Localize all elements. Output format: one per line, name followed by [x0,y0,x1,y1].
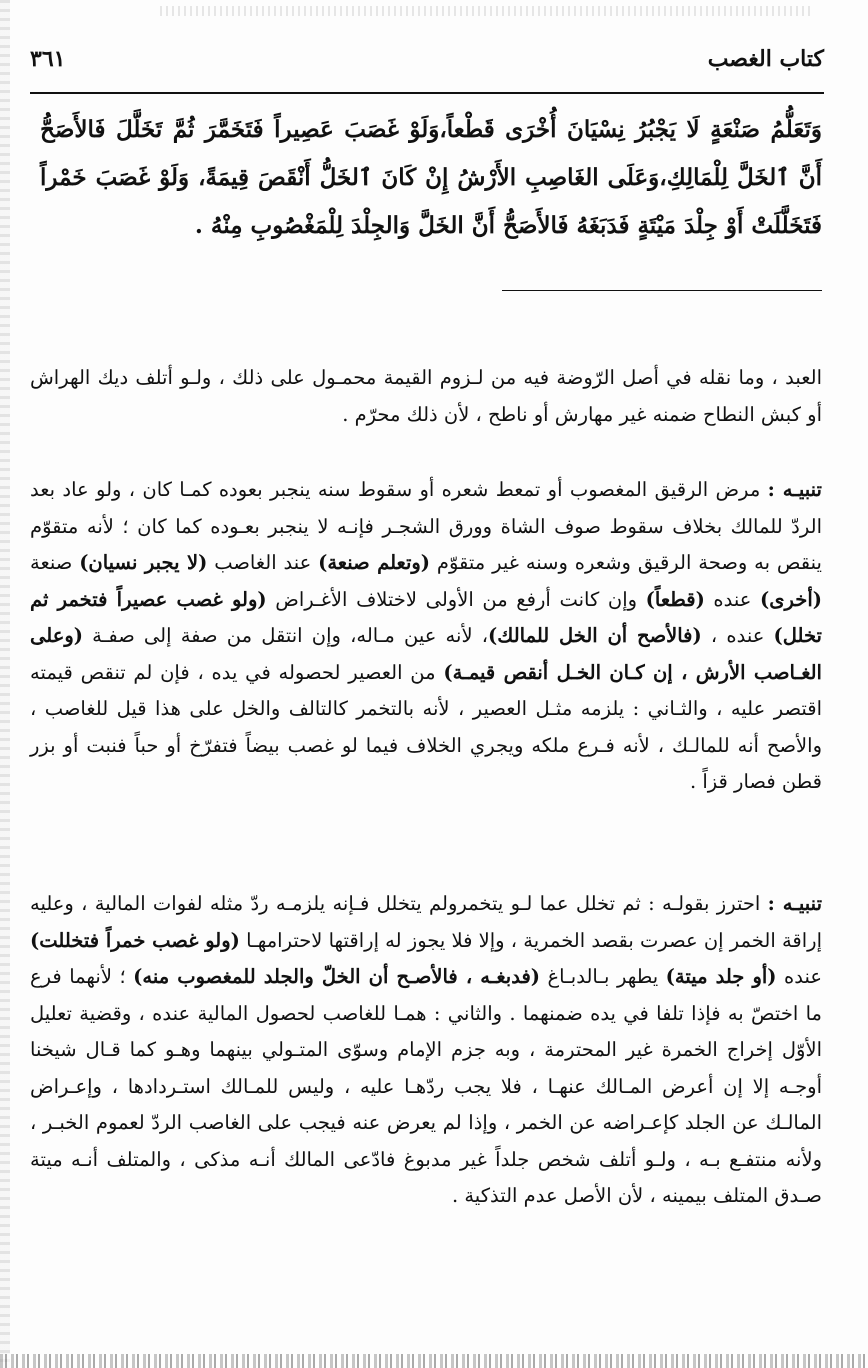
commentary-block-3 [30,886,822,1215]
scan-border-bottom [0,1354,868,1368]
commentary-block-1 [30,360,822,433]
quoted-matn: (أو جلد ميتة) [665,965,777,988]
quoted-matn: (ولو غصب عصيراً فتخمر ثم تخلل) [30,587,822,647]
note-label: تنبيـه : [767,892,822,915]
commentary-text: صنعة [30,551,73,574]
quoted-matn: (ولو غصب خمراً فتخللت) [30,928,240,952]
commentary-text: ؛ لأنهما فرع ما اختصّ به فإذا تلفا في يده ضمنهما . والثاني : همـا للغاصب لحصول المالية عنده ، وقضية تعليل الأوّل إخراج الخمرة غير المحترمة ، وبه جزم الإمام وسوّى المتـولي بينهما وهـو كما قـال شيخنا أوجـه إلا إن أعرض المـالك عنهـا ، فلا يجب ردّهـا عليه ، وليس للمـالك استـردادها ، وإعـراض المالـك عن الجلد كإعـراضه عن الخمر ، وإذا لم يعرض عنه فيجب على الغاصب الردّ لعموم الخبـر ، ولأنه منتفـع بـه ، ولـو أتلف شخص جلداً غير مدبوغ فادّعى المالك أنـه مذكى ، والمتلف أنـه ميتة صـدق المتلف بيمينه ، لأن الأصل عدم التذكية . [30,965,822,1207]
page-header [30,42,824,88]
chapter-title: كتاب الغصب [707,46,824,72]
page-number: ٣٦١ [30,46,66,72]
note-label: تنبيـه : [767,478,822,501]
quoted-matn: (فالأصح أن الخل للمالك) [488,624,702,647]
scan-noise-top [160,6,810,16]
header-rule [30,92,824,94]
main-text [40,106,822,250]
commentary-text: من العصير لحصوله في يده ، فإن لم تنقص قيمته اقتصر عليه ، والثـاني : يلزمه مثـل العصير ، لأنه بالتخمر كالتالف والخل على هذا قيل للغاصب ، والأصح أنه للمالـك ، لأنه فـرع ملكه ويجري الخلاف فيما لو غصب بيضاً فتفرّخ أو حباً فنبت أو بزر قطن فصار قزاً . [30,660,822,793]
commentary-text: احترز بقولـه : ثم تخلل عما لـو يتخمرولم يتخلل فـإنه يلزمـه ردّ مثله لفوات المالية ، وعليه إراقة الخمر إن عصرت بقصد الخمرية ، وإلا فلا يجوز له إراقتها لاحترامهـا [30,892,822,952]
commentary-text: وإن كانت أرفع من الأولى لاختلاف الأغـراض [275,587,638,611]
main-text-paragraph: وَتَعَلُّمُ صَنْعَةٍ لَا يَجْبُرُ نِسْيَانَ أُخْرَى قَطْعاً،وَلَوْ غَصَبَ عَصِيراً فَتَخَمَّرَ ثُمَّ تَخَلَّلَ فَالأَصَحُّ أَنَّ ٱلخَلَّ لِلْمَالِكِ،وَعَلَى الغَاصِبِ الأَرْشُ إِنْ كَانَ ٱلخَلُّ أَنْقَصَ قِيمَةً، وَلَوْ غَصَبَ خَمْراً فَتَخَلَّلَتْ أَوْ جِلْدَ مَيْتَةٍ فَدَبَغَهُ فَالأَصَحُّ أَنَّ الخَلَّ وَالجِلْدَ لِلْمَغْصُوبِ مِنْهُ . [40,116,822,239]
commentary-text: عنده [713,587,752,611]
commentary-paragraph-2 [30,472,822,801]
commentary-text: عنده ، [710,624,765,647]
commentary-text: مرض الرقيق المغصوب أو تمعط شعره أو سقوط سنه ينجبر بعوده كمـا كان ، ولو عاد بعد الردّ للمالك بخلاف سقوط صوف الشاة وورق الشجـر فإنـه لا ينجبر بعـوده كما كان ؛ لأنه متقوّم ينقص به وصحة الرقيق وشعره وسنه غير متقوّم [30,478,822,574]
commentary-text: ، لأنه عين مـاله، وإن انتقل من صفة إلى صفـة [92,624,489,647]
scan-edge-left [0,0,10,1368]
footnote-separator [502,290,822,291]
quoted-matn: (لا يجبر نسيان) [79,551,208,574]
quoted-matn: (وعلى الغـاصب الأرش ، إن كـان الخـل أنقص قيمـة) [30,624,822,684]
commentary-block-2 [30,472,822,801]
quoted-matn: (قطعاً) [645,587,705,611]
quoted-matn: (فدبغـه ، فالأصـح أن الخلّ والجلد للمغصوب منه) [133,965,540,988]
commentary-paragraph-1: العبد ، وما نقله في أصل الرّوضة فيه من لـزوم القيمة محمـول على ذلك ، ولـو أتلف ديك الهراش أو كبش النطاح ضمنه غير مهارش أو ناطح ، لأن ذلك محرّم . [30,366,822,426]
quoted-matn: (أخرى) [760,587,822,611]
commentary-text: يطهر بـالدبـاغ [547,965,659,988]
commentary-paragraph-3 [30,886,822,1215]
commentary-text: عنده [784,965,822,988]
quoted-matn: (وتعلم صنعة) [318,551,431,574]
commentary-text: عند الغاصب [214,551,312,574]
